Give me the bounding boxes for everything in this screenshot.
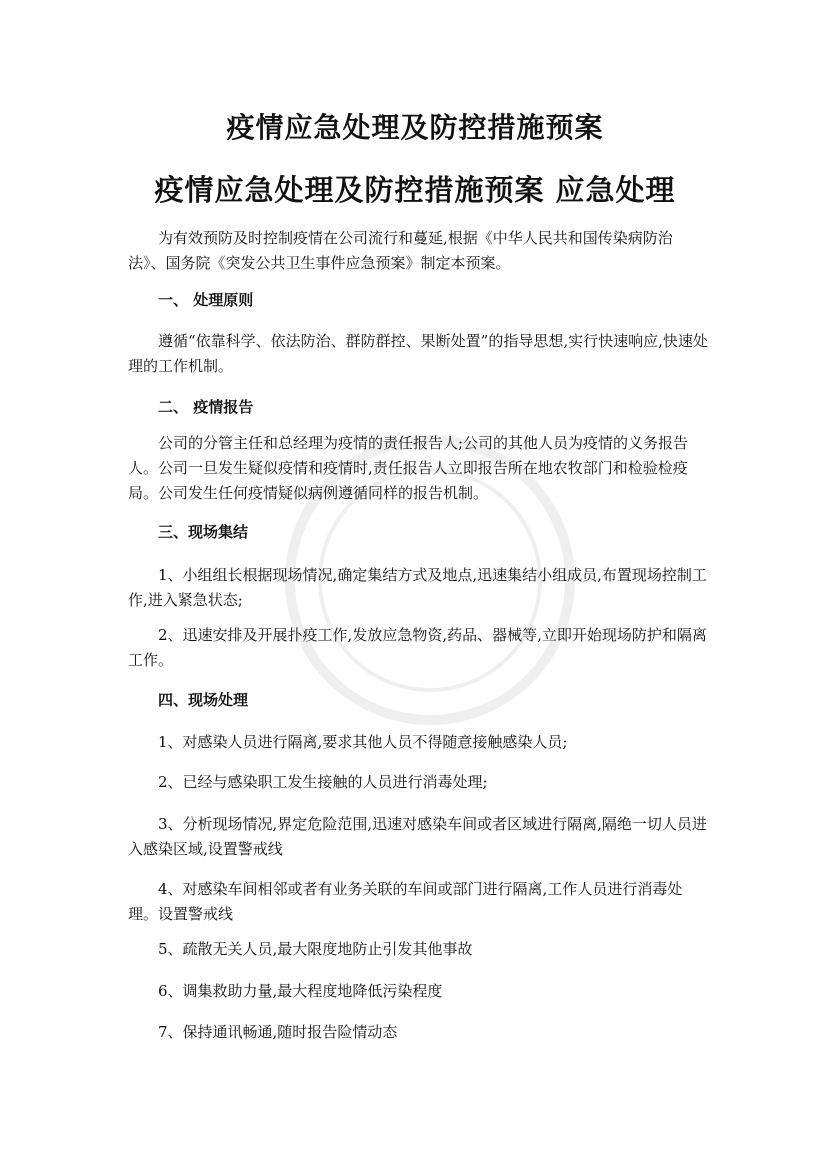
list-item: 2、已经与感染职工发生接触的人员进行消毒处理; — [158, 773, 488, 791]
section-heading-principles: 一、 处理原则 — [158, 291, 254, 309]
paragraph: 公司的分管主任和总经理为疫情的责任报告人;公司的其他人员为疫情的义务报告人。公司一旦发生疑似疫情和疫情时,责任报告人立即报告所在地农牧部门和检验检疫局。公司发生任何疫情疑似病例遵循同样的报告机制。 — [128, 434, 689, 502]
document-title: 疫情应急处理及防控措施预案 — [226, 111, 604, 144]
list-item: 6、调集救助力量,最大程度地降低污染程度 — [158, 982, 443, 1000]
list-item: 5、疏散无关人员,最大限度地防止引发其他事故 — [158, 940, 473, 958]
list-item: 4、对感染车间相邻或者有业务关联的车间或部门进行隔离,工作人员进行消毒处理。设置警戒线 — [128, 880, 683, 923]
list-item: 1、小组组长根据现场情况,确定集结方式及地点,迅速集结小组成员,布置现场控制工作,进入紧急状态; — [128, 566, 707, 609]
paragraph: 遵循“依靠科学、依法防治、群防群控、果断处置”的指导思想,实行快速响应,快速处理的工作机制。 — [128, 332, 708, 375]
list-item: 3、分析现场情况,界定危险范围,迅速对感染车间或者区域进行隔离,隔绝一切人员进入感染区域,设置警戒线 — [128, 815, 707, 858]
list-item: 1、对感染人员进行隔离,要求其他人员不得随意接触感染人员; — [158, 733, 568, 751]
list-item: 7、保持通讯畅通,随时报告险情动态 — [158, 1023, 398, 1041]
intro-paragraph: 为有效预防及时控制疫情在公司流行和蔓延,根据《中华人民共和国传染病防治法》、国务院《突发公共卫生事件应急预案》制定本预案。 — [128, 229, 673, 272]
section-heading-onsite: 四、现场处理 — [158, 691, 249, 709]
section-heading-assembly: 三、现场集结 — [158, 523, 249, 541]
list-item: 2、迅速安排及开展扑疫工作,发放应急物资,药品、器械等,立即开始现场防护和隔离工作。 — [128, 626, 707, 669]
document-subtitle: 疫情应急处理及防控措施预案 应急处理 — [154, 173, 676, 207]
section-heading-report: 二、 疫情报告 — [158, 398, 254, 416]
